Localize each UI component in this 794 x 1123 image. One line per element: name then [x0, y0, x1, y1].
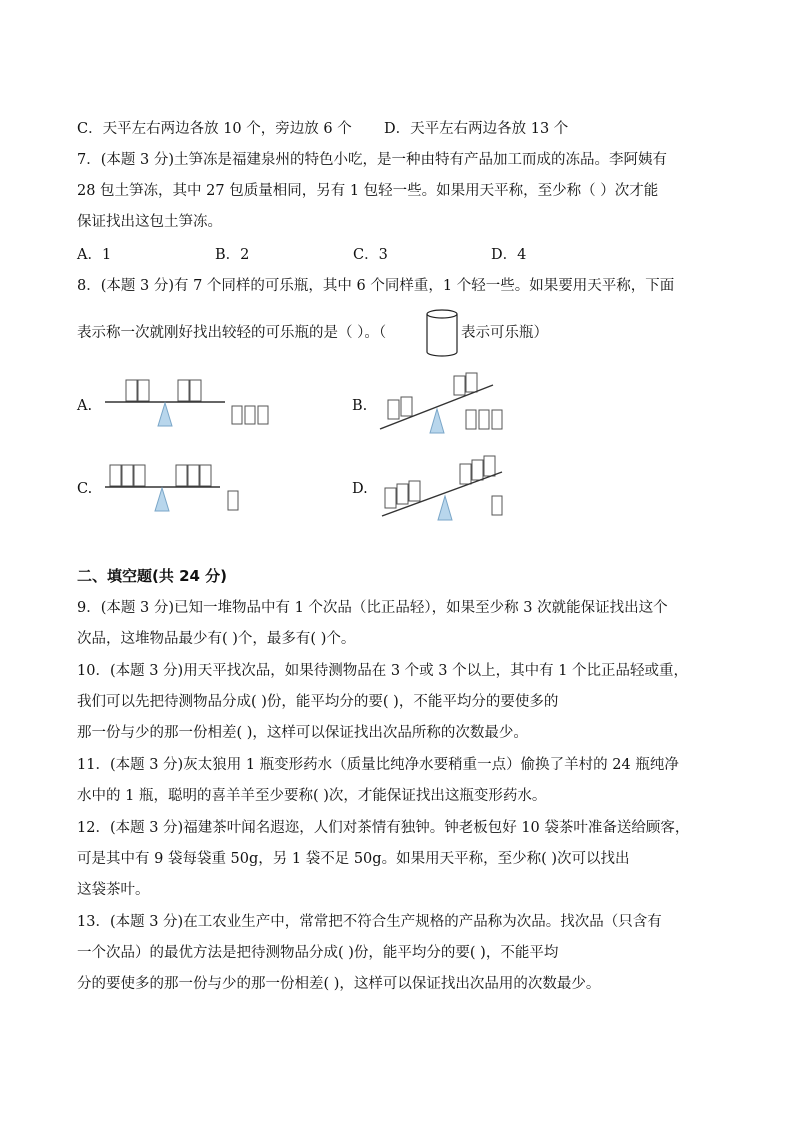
q12-line-3: 这袋茶叶。 — [77, 882, 150, 898]
q12-line-1: 12．(本题 3 分)福建茶叶闻名遐迩，人们对茶情有独钟。钟老板包好 10 袋茶叶准备送给顾客， — [77, 820, 690, 836]
q8-figure-c-label: C. — [77, 481, 93, 497]
q7-option-b: B．2 — [215, 247, 250, 263]
q7-line-1: 7．(本题 3 分)土笋冻是福建泉州的特色小吃，是一种由特有产品加工而成的冻品。李阿姨有 — [77, 152, 667, 168]
q7-option-c: C．3 — [353, 247, 388, 263]
q10-line-3: 那一份与少的那一份相差( )，这样可以保证找出次品所称的次数最少。 — [77, 725, 528, 741]
balance-figure-d — [380, 450, 520, 522]
q7-line-2: 28 包土笋冻，其中 27 包质量相同，另有 1 包轻一些。如果用天平称，至少称（ ）次才能 — [77, 183, 659, 199]
q8-line-2-before: 表示称一次就刚好找出较轻的可乐瓶的是（ ）。（ — [77, 325, 387, 341]
q7-option-a: A．1 — [77, 247, 112, 263]
q10-line-1: 10．(本题 3 分)用天平找次品，如果待测物品在 3 个或 3 个以上，其中有 1 个比正品轻或重， — [77, 663, 689, 679]
balance-figure-c — [100, 455, 260, 515]
q13-line-2: 一个次品）的最优方法是把待测物品分成( )份，能平均分的要( )，不能平均 — [77, 945, 559, 961]
q10-line-2: 我们可以先把待测物品分成( )份，能平均分的要( )，不能平均分的要使多的 — [77, 694, 559, 710]
q7-line-3: 保证找出这包土笋冻。 — [77, 214, 222, 230]
balance-figure-b — [378, 368, 528, 436]
q8-line-2-after: 表示可乐瓶） — [461, 325, 548, 341]
q12-line-2: 可是其中有 9 袋每袋重 50g，另 1 袋不足 50g。如果用天平称，至少称( )次可以找出 — [77, 851, 630, 867]
q8-figure-d-label: D. — [352, 481, 368, 497]
q13-line-3: 分的要使多的那一份与少的那一份相差( )，这样可以保证找出次品用的次数最少。 — [77, 976, 601, 992]
q8-figure-b-label: B. — [352, 398, 368, 414]
q11-line-2: 水中的 1 瓶，聪明的喜羊羊至少要称( )次，才能保证找出这瓶变形药水。 — [77, 788, 547, 804]
balance-figure-a — [100, 370, 290, 430]
q13-line-1: 13．(本题 3 分)在工农业生产中，常常把不符合生产规格的产品称为次品。找次品（只含有 — [77, 914, 662, 930]
section-heading-fill-in: 二、填空题(共 24 分) — [77, 567, 228, 585]
q7-option-d: D．4 — [491, 247, 527, 263]
q9-line-2: 次品，这堆物品最少有( )个，最多有( )个。 — [77, 631, 356, 647]
q8-figure-a-label: A. — [77, 398, 93, 414]
q9-line-1: 9．(本题 3 分)已知一堆物品中有 1 个次品（比正品轻），如果至少称 3 次就能保证找出这个 — [77, 600, 668, 616]
q6-option-c: C．天平左右两边各放 10 个，旁边放 6 个 — [77, 121, 352, 137]
q11-line-1: 11．(本题 3 分)灰太狼用 1 瓶变形药水（质量比纯净水要稍重一点）偷换了羊村的 24 瓶纯净 — [77, 757, 679, 773]
q8-line-1: 8．(本题 3 分)有 7 个同样的可乐瓶，其中 6 个同样重，1 个轻一些。如果要用天平称，下面 — [77, 278, 675, 294]
cola-bottle-icon — [425, 308, 459, 358]
q6-option-d: D．天平左右两边各放 13 个 — [384, 121, 569, 137]
